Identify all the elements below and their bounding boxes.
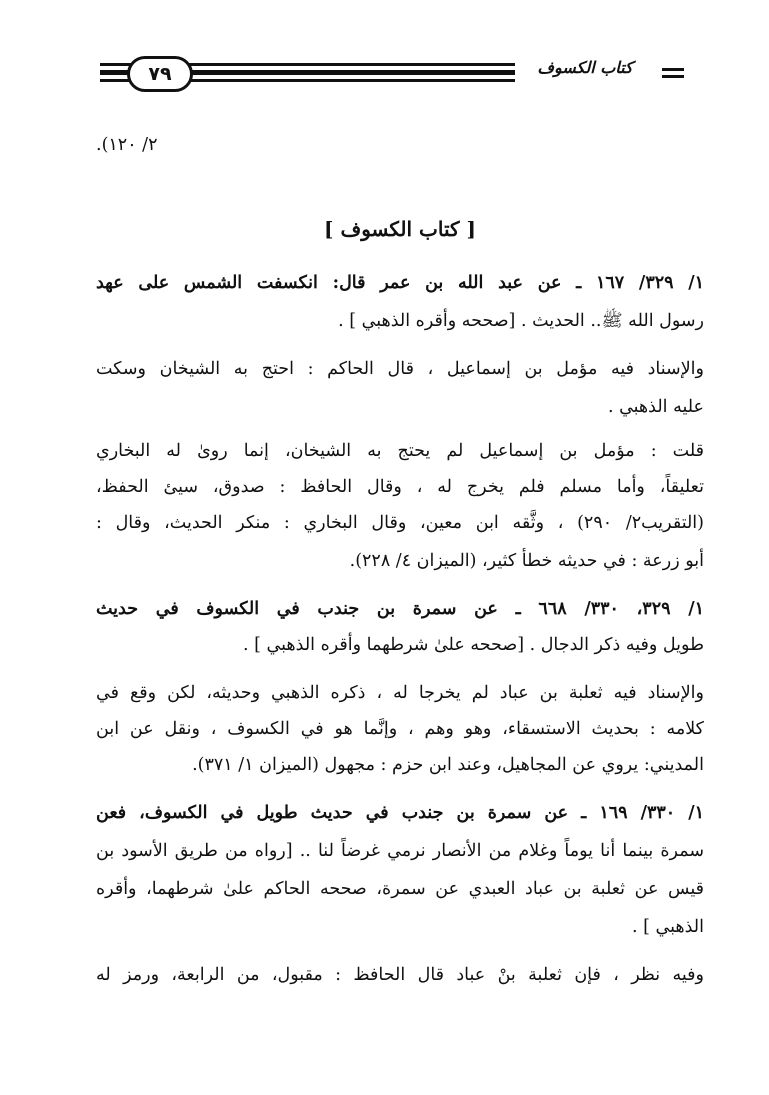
isnad-167-line-1: والإسناد فيه مؤمل بن إسماعيل ، قال الحاكم : احتج به الشيخان وسكت bbox=[96, 359, 704, 379]
comment-169-line-1: وفيه نظر ، فإن ثعلبة بنْ عباد قال الحافظ : مقبول، من الرابعة، ورمز له bbox=[96, 965, 704, 985]
page-number: ٧٩ bbox=[127, 56, 193, 92]
page-header bbox=[0, 0, 769, 110]
isnad-168-line-2: كلامه : بحديث الاستسقاء، وهو وهم ، وإنَّما هو في الكسوف ، ونقل عن ابن bbox=[96, 719, 704, 739]
isnad-168-line-3: المديني: يروي عن المجاهيل، وعند ابن حزم : مجهول (الميزان ١/ ٣٧١). bbox=[192, 755, 704, 775]
hadith-169-line-2: سمرة بينما أنا يوماً وغلام من الأنصار نرمي غرضاً لنا .. [رواه من طريق الأسود بن bbox=[96, 841, 704, 861]
header-mark-bottom bbox=[662, 75, 684, 78]
chapter-heading: [ كتاب الكسوف ] bbox=[324, 217, 476, 241]
header-mark-top bbox=[662, 68, 684, 71]
running-title: كتاب الكسوف bbox=[537, 58, 633, 77]
hadith-168-line-2: طويل وفيه ذكر الدجال . [صححه علىٰ شرطهما وأقره الذهبي ] . bbox=[243, 635, 704, 655]
hadith-167-line-1: ١/ ٣٢٩/ ١٦٧ ـ عن عبد الله بن عمر قال: انكسفت الشمس على عهد bbox=[96, 273, 704, 293]
comment-167-line-3: (التقريب٢/ ٢٩٠) ، وثَّقه ابن معين، وقال البخاري : منكر الحديث، وقال : bbox=[96, 513, 704, 533]
carry-over-line: ٢/ ١٢٠). bbox=[96, 135, 158, 155]
hadith-169-line-4: الذهبي ] . bbox=[632, 917, 704, 937]
isnad-167-line-2: عليه الذهبي . bbox=[607, 397, 704, 417]
comment-167-line-1: قلت : مؤمل بن إسماعيل لم يحتج به الشيخان، إنما روىٰ له البخاري bbox=[96, 441, 704, 461]
comment-167-line-4: أبو زرعة : في حديثه خطأ كثير، (الميزان ٤/ ٢٢٨). bbox=[349, 551, 704, 571]
hadith-168-line-1: ١/ ٣٢٩، ٣٣٠/ ٦٦٨ ـ عن سمرة بن جندب في الكسوف في حديث bbox=[96, 599, 704, 619]
isnad-168-line-1: والإسناد فيه ثعلبة بن عباد لم يخرجا له ، ذكره الذهبي وحديثه، لكن وقع في bbox=[96, 683, 704, 703]
hadith-167-line-2: رسول الله ﷺ.. الحديث . [صححه وأقره الذهبي ] . bbox=[338, 311, 704, 331]
hadith-169-line-3: قيس عن ثعلبة بن عباد العبدي عن سمرة، صححه الحاكم علىٰ شرطهما، وأقره bbox=[96, 879, 704, 899]
hadith-169-line-1: ١/ ٣٣٠/ ١٦٩ ـ عن سمرة بن جندب في حديث طويل في الكسوف، فعن bbox=[96, 803, 704, 823]
comment-167-line-2: تعليقاً، وأما مسلم فلم يخرج له ، وقال الحافظ : صدوق، سيئ الحفظ، bbox=[96, 477, 704, 497]
